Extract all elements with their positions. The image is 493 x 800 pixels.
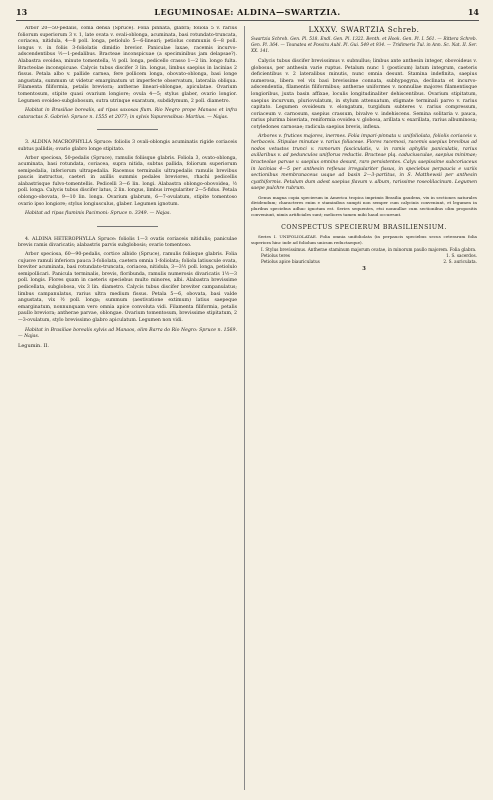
key-label: Petiolus teres bbox=[261, 253, 290, 259]
divider bbox=[97, 226, 158, 227]
running-title: LEGUMINOSAE: ALDINA—SWARTZIA. bbox=[154, 7, 341, 17]
habitat-note: Habitat ad ripas fluminis Pacimoni: Spruce n. 3349. — Najas. bbox=[25, 211, 171, 217]
left-column bbox=[18, 26, 237, 792]
genus-description: Calycis tubus discifer brevissimus v. subnullus; limbus ante anthesin integer, obovoideus v. globosus, per anthesin varie ruptus. Petalum nunc 1 (posticum) latum integrum, caeteris deficientibus v. 2 lateralibus minutis, nunc omnia desunt. Stamina indefinita, saepius numerosa, libera vel vix basi brevissime connata, subhypogyna, declinata et incurvo-adscendentia, filamentis filiformibus; antherae uniformes v. nonnullae majores filamentisque longioribus, juxta basin affixae, loculis longitudinaliter dehiscentibus. Ovarium stipitatum, saepius incurvum, pluriovulatum, in stylum attenuatum, stigmate terminali parvo v. rarius capitato. Legumen ovoideum v. elongatum, turgidum subteres v. rarius compressum, coriaceum v. carnosum, saepius crassum, bivalve v. indehiscens. Semina solitaria v. pauca, rarius plurima biseriata, reniformia ovoidea v. globosa, arillata v. exarillata, rarius albuminosa; cotyledones carnosae; radicula saepius brevis, inflexa. bbox=[251, 59, 477, 130]
divider bbox=[97, 129, 158, 130]
conspectus-heading: CONSPECTUS SPECIERUM BRASILIENSIUM. bbox=[281, 224, 447, 232]
genus-heading: LXXXV. SWARTZIA Schreb. bbox=[308, 26, 420, 34]
column-divider bbox=[244, 26, 245, 790]
key-intro: I. Stylus brevissimus. Antherae staminum majorum ovatae, in minorum paullo majorem. Folia glabra. bbox=[261, 247, 477, 253]
species-heading: 3. ALDINA MACROPHYLLA Spruce: foliolis 3 ovali-oblongis acuminatis rigide coriaceis subtus pallidis; ovario glabro longe stipitato. bbox=[18, 140, 237, 152]
species-key bbox=[261, 247, 477, 264]
footer-number: 3 bbox=[362, 265, 366, 272]
page-number-right: 14 bbox=[467, 7, 479, 17]
species-description: Arbor 20—50-pedalis, coma densa (Spruce). Folia pinnata, glabra; foliola 5 v. rarius foliorum superiorum 3 v. 1, late ovata v. ovali-oblonga, acuminata, basi rotundato-truncata, coriacea, nitidula, 4—8 poll. longa, petiolulo 5—6-lineari; petiolus communis 6—8 poll. longus v. in foliis 3-foliolatis dimidio brevior. Paniculae laxae, racemis incurvo-adscendentibus ½—1-pedalibus. Bracteae inconspicuae (a speciminibus jam delapsae?). Alabastra ovoidea, minute tomentella, ½ poll. longa, pedicello crasso 1—2 lin. longo fulta. Bracteolae inconspicuae. Calycis tubus discifer 3 lin. longus, limbus saepius in lacinias 2 fissus. Petala albo v. pallide carnea, fere pollicem longa, obovato-oblonga, basi longe angustata, summum ut videtur emarginatum ut imperfecte observatum, lateralia obliqua. Filamenta filiformia, petalis breviora; antherae lineari-oblongae, apiculatae. Ovarium tomentosum, stipite quasi ovarium longiore; ovula 4—5; stylus glaber, ovario longior. Legumen ovoideo-subglobosum, sutra utrinque exaratum, subdidymum, 2 poll. diametro. bbox=[18, 26, 237, 104]
key-value: 2. S. auriculata. bbox=[443, 259, 477, 265]
habitat-note: Habitat in Brasiliae borealis sylvis ad Manaos, olim Barra do Rio Negro: Spruce n. 1569. — Najas. bbox=[18, 327, 237, 340]
running-header bbox=[16, 6, 479, 21]
habitat-note: Habitat in Brasiliae borealis, ad ripas saxosas flum. Rio Negro prope Manaos et infra cataractas S. Gabriel: Spruce n. 1555 et 2077; in sylvis Yapurensibus: Martius. — Najas. bbox=[18, 108, 237, 120]
synonymy: Swartzia Schreb. Gen. Pl. 518. Endl. Gen. Pl. 1322. Benth. et Hook. Gen. Pl. I. 561. — Rittera Schreb. Gen. Pl. 364. — Tounatea et Possira Aubl. Pl. Gui. 549 et 934. — Tridimeris Tul. in Ann. Sc. Nat. II. Ser. XX. 141. bbox=[251, 37, 477, 54]
key-value: 1. S. sacerdos. bbox=[446, 253, 477, 259]
species-description: Arbor speciosa, 50-pedalis (Spruce), ramulis foliisque glabris. Foliola 3, ovato-oblonga, acuminata, basi rotundata, coriacea, supra nitida, subtus pallida, foliorum superiorum semipedalia, inferiorum ultrapedalia. Racemus terminalis ultrapedalis ramulis brevibus paucis instructus, caeteri in axillis summis pedales breviores, rhachi pedicellis alabastrisque fulvo-tomentellis. Pedicelli 3—6 lin. longi. Alabastra oblongo-obovoidea, ½ poll. longa. Calycis tubus discifer latus, 2 lin. longus, limbus irregulariter 2—5-fidus. Petala oblongo-obovata, 9—10 lin. longa. Ovarium glabrum, 6—7-ovulatum, stipite tomentoso ovario ipso longiore; stylus longiusculus, glaber. Legumen ignotum. bbox=[18, 155, 237, 207]
genus-remarks: Genus magna copia specierum in America tropica imprimis Brasilia gaudens, vix in sectiones naturales dividendum; characteres enim e staminibus sumpti non semper cum calycinis conveniunt, et legumen in pluribus speciebus adhuc ignotum est. Series sequentes, etsi nonnullae cum sectionibus olim propositis conveniunt, nimis artificiales sunt; meliores tamen mihi haud occurrunt. bbox=[251, 194, 477, 217]
series-heading: Series I. UNIFOLIOLATAE. Folia omnia unifoliolata (in perpaucis speciebus secus ceterarum folia superiora hinc inde ad foliolum unicum reductaeque). bbox=[251, 234, 477, 245]
species-heading: 4. ALDINA HETEROPHYLLA Spruce: foliolis 1—3 ovatis coriaceis nitidulis; paniculae brevis ramis divaricatis; alabastris parvis subglobosis; ovario tomentoso. bbox=[18, 236, 237, 249]
right-column bbox=[251, 26, 477, 792]
page-number-left: 13 bbox=[16, 7, 28, 17]
signature-mark: Legumin. II. bbox=[18, 342, 49, 349]
species-description: Arbor speciosa, 60—90-pedalis, cortice albido (Spruce), ramulis foliisque glabris. Folia cujusve ramuli inferiora pauca 3-foliolata, caetera omnia 1-foliolata; foliola latiuscule ovata, breviter acuminata, basi rotundato-truncata, coriacea, nitidula, 3—3½ poll. longa, petiolulo semipollicari. Panicula terminalis, brevis, floribunda, ramulis numerosis divaricatis 1½—3 poll. longis. Flores quam in caeteris speciebus multo minores, albi. Alabastra brevissime pedicellata, subglobosa, vix 3 lin. diametro. Calycis tubus discifer breviter campanulatus; limbus campanulatus, rarius ultra medium fissus. Petala 5—6, obovata, basi valde angustata, vix ½ poll. longa; summum (aestivatione extimum) latius saepeque emarginatum, nonnunquam vero omnia apice convoluta vidi. Filamenta filiformia, petalis paullo breviora; antherae parvae, oblongae. Ovarium tomentosum, brevissime stipitatum, 2—3-ovulatum, stylo brevissimo glabro apiculatum. Legumen non vidi. bbox=[18, 252, 237, 323]
key-row bbox=[261, 259, 477, 265]
habit-description: Arbores v. frutices majores, inermes. Folia impari-pinnata v. unifoliolata, foliolis coriaceis v. herbaceis. Stipulae minutae v. rarius foliaceae. Flores racemosi, racemis saepius brevibus ad nodos vetustos trunci v. ramorum fasciculatis, v. in ramis aphyllis paniculatis, rarius axillaribus v. ad pedunculos uniflorus reductis. Bracteae plq. caduciusculae, saepius minimae; bracteolae parvae v. saepius omnino desunt, raro persistentes. Calyx saepissime subcoriaceus in lacinias 4—5 per anthesin reflexas irregulariter fissus, in speciebus perpaucis e variis sectionibus membranaceus usque ad basin 2—3-partitus, in S. Matthewsii per anthesin cyathiformis. Petalum dum adest saepius flavum v. album, rarissime roseolilacinum. Legumen saepe pulchre rubrum. bbox=[251, 133, 477, 192]
key-label: Petiolus apice biauriculatus bbox=[261, 259, 320, 265]
